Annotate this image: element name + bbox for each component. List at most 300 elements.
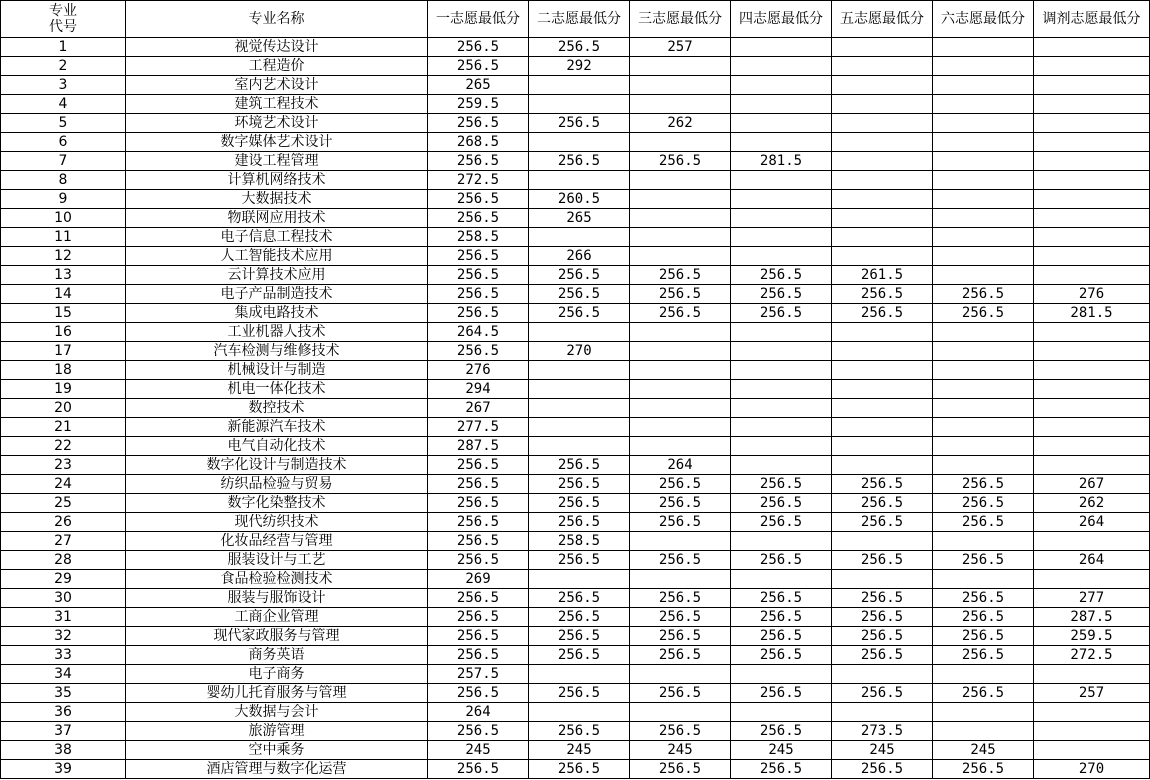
cell-choice-5 (832, 437, 933, 456)
cell-name: 计算机网络技术 (126, 171, 428, 190)
cell-code: 31 (1, 608, 126, 627)
cell-name: 空中乘务 (126, 741, 428, 760)
cell-name: 服装设计与工艺 (126, 551, 428, 570)
cell-choice-2 (529, 95, 630, 114)
cell-adjust (1034, 665, 1150, 684)
cell-choice-3 (630, 361, 731, 380)
table-row (1, 399, 1150, 418)
cell-choice-3: 256.5 (630, 646, 731, 665)
cell-code: 34 (1, 665, 126, 684)
cell-choice-1: 256.5 (428, 760, 529, 779)
cell-adjust (1034, 152, 1150, 171)
cell-choice-4 (731, 570, 832, 589)
header-choice-4: 四志愿最低分 (731, 1, 832, 38)
cell-adjust (1034, 456, 1150, 475)
cell-choice-1: 256.5 (428, 646, 529, 665)
cell-choice-6: 245 (933, 741, 1034, 760)
table-row (1, 152, 1150, 171)
cell-choice-2: 256.5 (529, 285, 630, 304)
cell-choice-6 (933, 665, 1034, 684)
cell-choice-5 (832, 570, 933, 589)
cell-name: 纺织品检验与贸易 (126, 475, 428, 494)
cell-name: 数字化设计与制造技术 (126, 456, 428, 475)
cell-choice-3 (630, 437, 731, 456)
cell-code: 25 (1, 494, 126, 513)
cell-name: 云计算技术应用 (126, 266, 428, 285)
table-row (1, 570, 1150, 589)
cell-adjust: 281.5 (1034, 304, 1150, 323)
cell-choice-5 (832, 190, 933, 209)
table-row (1, 456, 1150, 475)
cell-choice-4: 256.5 (731, 608, 832, 627)
cell-adjust: 276 (1034, 285, 1150, 304)
cell-code: 18 (1, 361, 126, 380)
cell-name: 婴幼儿托育服务与管理 (126, 684, 428, 703)
cell-adjust: 277 (1034, 589, 1150, 608)
cell-choice-6 (933, 133, 1034, 152)
cell-choice-2 (529, 570, 630, 589)
cell-choice-5: 256.5 (832, 646, 933, 665)
cell-choice-1: 256.5 (428, 190, 529, 209)
cell-choice-1: 256.5 (428, 513, 529, 532)
cell-choice-2 (529, 418, 630, 437)
table-row (1, 418, 1150, 437)
cell-adjust: 272.5 (1034, 646, 1150, 665)
cell-code: 14 (1, 285, 126, 304)
cell-choice-1: 268.5 (428, 133, 529, 152)
table-row (1, 532, 1150, 551)
cell-choice-3 (630, 342, 731, 361)
cell-adjust: 267 (1034, 475, 1150, 494)
cell-choice-6: 256.5 (933, 513, 1034, 532)
cell-name: 工业机器人技术 (126, 323, 428, 342)
cell-choice-5: 273.5 (832, 722, 933, 741)
cell-choice-4 (731, 437, 832, 456)
cell-name: 旅游管理 (126, 722, 428, 741)
cell-choice-6 (933, 342, 1034, 361)
cell-adjust: 259.5 (1034, 627, 1150, 646)
cell-choice-2 (529, 228, 630, 247)
cell-choice-6 (933, 247, 1034, 266)
header-choice-2: 二志愿最低分 (529, 1, 630, 38)
cell-choice-1: 287.5 (428, 437, 529, 456)
cell-code: 36 (1, 703, 126, 722)
cell-choice-2: 266 (529, 247, 630, 266)
table-row (1, 703, 1150, 722)
cell-choice-4 (731, 532, 832, 551)
cell-choice-1: 269 (428, 570, 529, 589)
header-adjust: 调剂志愿最低分 (1034, 1, 1150, 38)
cell-choice-5: 256.5 (832, 513, 933, 532)
cell-choice-6 (933, 76, 1034, 95)
cell-code: 12 (1, 247, 126, 266)
cell-choice-3 (630, 171, 731, 190)
cell-choice-2: 256.5 (529, 266, 630, 285)
cell-choice-3: 256.5 (630, 684, 731, 703)
cell-choice-1: 256.5 (428, 532, 529, 551)
cell-choice-4 (731, 418, 832, 437)
cell-adjust: 262 (1034, 494, 1150, 513)
cell-choice-5: 256.5 (832, 475, 933, 494)
cell-choice-2 (529, 361, 630, 380)
cell-code: 4 (1, 95, 126, 114)
table-body (1, 38, 1150, 779)
table-row (1, 437, 1150, 456)
cell-adjust (1034, 266, 1150, 285)
table-row (1, 57, 1150, 76)
cell-choice-4: 256.5 (731, 760, 832, 779)
cell-name: 电子商务 (126, 665, 428, 684)
table-row (1, 361, 1150, 380)
cell-name: 商务英语 (126, 646, 428, 665)
cell-code: 33 (1, 646, 126, 665)
cell-choice-1: 257.5 (428, 665, 529, 684)
cell-choice-3: 256.5 (630, 627, 731, 646)
cell-adjust (1034, 703, 1150, 722)
cell-adjust (1034, 114, 1150, 133)
cell-name: 大数据技术 (126, 190, 428, 209)
cell-choice-2: 258.5 (529, 532, 630, 551)
cell-choice-6: 256.5 (933, 627, 1034, 646)
cell-choice-4 (731, 190, 832, 209)
cell-choice-5: 256.5 (832, 760, 933, 779)
cell-choice-3 (630, 399, 731, 418)
cell-choice-5 (832, 171, 933, 190)
cell-name: 工程造价 (126, 57, 428, 76)
cell-code: 13 (1, 266, 126, 285)
cell-choice-1: 276 (428, 361, 529, 380)
table-row (1, 38, 1150, 57)
cell-choice-6 (933, 437, 1034, 456)
cell-choice-5 (832, 532, 933, 551)
header-choice-6: 六志愿最低分 (933, 1, 1034, 38)
table-header (1, 1, 1150, 38)
header-choice-1: 一志愿最低分 (428, 1, 529, 38)
cell-choice-2: 265 (529, 209, 630, 228)
cell-choice-3: 257 (630, 38, 731, 57)
cell-code: 7 (1, 152, 126, 171)
cell-choice-2: 256.5 (529, 551, 630, 570)
cell-choice-3 (630, 228, 731, 247)
cell-adjust: 270 (1034, 760, 1150, 779)
cell-name: 集成电路技术 (126, 304, 428, 323)
cell-choice-4 (731, 209, 832, 228)
cell-code: 28 (1, 551, 126, 570)
cell-choice-4 (731, 95, 832, 114)
cell-choice-3 (630, 133, 731, 152)
cell-code: 38 (1, 741, 126, 760)
cell-choice-6 (933, 57, 1034, 76)
cell-choice-1: 256.5 (428, 38, 529, 57)
cell-choice-4: 256.5 (731, 722, 832, 741)
cell-choice-4: 256.5 (731, 646, 832, 665)
cell-name: 数字媒体艺术设计 (126, 133, 428, 152)
cell-name: 视觉传达设计 (126, 38, 428, 57)
table-row (1, 171, 1150, 190)
table-row (1, 285, 1150, 304)
cell-code: 21 (1, 418, 126, 437)
cell-adjust (1034, 323, 1150, 342)
table-row (1, 684, 1150, 703)
cell-choice-2 (529, 437, 630, 456)
cell-choice-2 (529, 133, 630, 152)
cell-code: 16 (1, 323, 126, 342)
cell-choice-4 (731, 361, 832, 380)
cell-choice-6 (933, 228, 1034, 247)
table-row (1, 323, 1150, 342)
cell-choice-4 (731, 228, 832, 247)
cell-choice-6: 256.5 (933, 608, 1034, 627)
cell-choice-1: 272.5 (428, 171, 529, 190)
cell-adjust (1034, 722, 1150, 741)
table-row (1, 760, 1150, 779)
cell-choice-1: 256.5 (428, 57, 529, 76)
cell-choice-2: 260.5 (529, 190, 630, 209)
table-row (1, 646, 1150, 665)
cell-code: 9 (1, 190, 126, 209)
cell-choice-4 (731, 57, 832, 76)
cell-name: 食品检验检测技术 (126, 570, 428, 589)
cell-code: 11 (1, 228, 126, 247)
cell-choice-5 (832, 703, 933, 722)
cell-choice-5: 256.5 (832, 551, 933, 570)
table-row (1, 513, 1150, 532)
cell-choice-4: 256.5 (731, 285, 832, 304)
cell-choice-1: 294 (428, 380, 529, 399)
table-row (1, 228, 1150, 247)
cell-adjust (1034, 399, 1150, 418)
table-row (1, 76, 1150, 95)
cell-choice-5: 256.5 (832, 608, 933, 627)
header-choice-3: 三志愿最低分 (630, 1, 731, 38)
cell-choice-6 (933, 95, 1034, 114)
table-row (1, 95, 1150, 114)
cell-choice-6 (933, 380, 1034, 399)
cell-choice-5 (832, 133, 933, 152)
table-row (1, 475, 1150, 494)
cell-choice-1: 256.5 (428, 589, 529, 608)
cell-choice-6 (933, 190, 1034, 209)
cell-code: 29 (1, 570, 126, 589)
table-row (1, 380, 1150, 399)
cell-choice-2 (529, 171, 630, 190)
cell-choice-1: 259.5 (428, 95, 529, 114)
cell-name: 数控技术 (126, 399, 428, 418)
cell-choice-4 (731, 665, 832, 684)
cell-choice-2 (529, 380, 630, 399)
cell-choice-4 (731, 76, 832, 95)
cell-choice-1: 256.5 (428, 684, 529, 703)
cell-choice-2 (529, 399, 630, 418)
cell-choice-6 (933, 209, 1034, 228)
cell-choice-3 (630, 247, 731, 266)
cell-choice-3: 256.5 (630, 494, 731, 513)
cell-choice-2: 256.5 (529, 646, 630, 665)
cell-choice-2: 256.5 (529, 608, 630, 627)
cell-name: 人工智能技术应用 (126, 247, 428, 266)
cell-choice-5 (832, 456, 933, 475)
cell-choice-6: 256.5 (933, 304, 1034, 323)
cell-choice-4: 256.5 (731, 304, 832, 323)
cell-choice-2: 256.5 (529, 684, 630, 703)
cell-choice-3 (630, 570, 731, 589)
cell-choice-4: 281.5 (731, 152, 832, 171)
table-row (1, 209, 1150, 228)
cell-name: 化妆品经营与管理 (126, 532, 428, 551)
cell-choice-6 (933, 570, 1034, 589)
cell-choice-3: 264 (630, 456, 731, 475)
cell-name: 物联网应用技术 (126, 209, 428, 228)
cell-choice-5 (832, 399, 933, 418)
cell-code: 17 (1, 342, 126, 361)
cell-adjust (1034, 76, 1150, 95)
cell-adjust (1034, 57, 1150, 76)
cell-choice-4 (731, 171, 832, 190)
cell-code: 3 (1, 76, 126, 95)
cell-choice-3 (630, 323, 731, 342)
cell-choice-4: 256.5 (731, 551, 832, 570)
cell-adjust: 264 (1034, 551, 1150, 570)
cell-choice-2 (529, 76, 630, 95)
cell-code: 39 (1, 760, 126, 779)
cell-choice-4 (731, 380, 832, 399)
cell-choice-1: 258.5 (428, 228, 529, 247)
cell-choice-3: 256.5 (630, 513, 731, 532)
cell-choice-3 (630, 190, 731, 209)
cell-name: 电气自动化技术 (126, 437, 428, 456)
cell-choice-6 (933, 722, 1034, 741)
cell-choice-5 (832, 76, 933, 95)
cell-choice-3 (630, 209, 731, 228)
cell-code: 20 (1, 399, 126, 418)
cell-choice-5: 256.5 (832, 684, 933, 703)
cell-adjust (1034, 228, 1150, 247)
cell-code: 27 (1, 532, 126, 551)
cell-choice-1: 256.5 (428, 209, 529, 228)
cell-code: 32 (1, 627, 126, 646)
cell-choice-5 (832, 114, 933, 133)
cell-choice-5 (832, 95, 933, 114)
cell-code: 26 (1, 513, 126, 532)
cell-choice-2: 256.5 (529, 304, 630, 323)
cell-choice-5 (832, 323, 933, 342)
cell-choice-2: 256.5 (529, 38, 630, 57)
cell-choice-4 (731, 114, 832, 133)
cell-adjust: 264 (1034, 513, 1150, 532)
cell-code: 35 (1, 684, 126, 703)
cell-name: 环境艺术设计 (126, 114, 428, 133)
cell-choice-5 (832, 57, 933, 76)
cell-choice-3: 245 (630, 741, 731, 760)
cell-choice-4: 245 (731, 741, 832, 760)
table-row (1, 114, 1150, 133)
cell-adjust (1034, 361, 1150, 380)
cell-choice-3 (630, 76, 731, 95)
cell-choice-4: 256.5 (731, 513, 832, 532)
cell-choice-6: 256.5 (933, 494, 1034, 513)
table-row (1, 627, 1150, 646)
cell-adjust (1034, 190, 1150, 209)
table-row (1, 247, 1150, 266)
cell-choice-2: 256.5 (529, 760, 630, 779)
cell-code: 30 (1, 589, 126, 608)
cell-choice-5: 256.5 (832, 589, 933, 608)
cell-adjust (1034, 171, 1150, 190)
cell-choice-2: 256.5 (529, 513, 630, 532)
cell-code: 37 (1, 722, 126, 741)
cell-adjust (1034, 95, 1150, 114)
cell-choice-6: 256.5 (933, 551, 1034, 570)
cell-code: 2 (1, 57, 126, 76)
table-row (1, 741, 1150, 760)
cell-adjust (1034, 133, 1150, 152)
cell-choice-2: 292 (529, 57, 630, 76)
cell-choice-6 (933, 456, 1034, 475)
cell-code: 24 (1, 475, 126, 494)
cell-choice-1: 256.5 (428, 247, 529, 266)
cell-code: 22 (1, 437, 126, 456)
cell-choice-3 (630, 418, 731, 437)
table-row (1, 665, 1150, 684)
cell-adjust: 257 (1034, 684, 1150, 703)
cell-name: 建筑工程技术 (126, 95, 428, 114)
cell-choice-6: 256.5 (933, 285, 1034, 304)
table-row (1, 304, 1150, 323)
cell-choice-3 (630, 532, 731, 551)
cell-choice-1: 256.5 (428, 285, 529, 304)
cell-choice-5: 261.5 (832, 266, 933, 285)
cell-choice-6 (933, 399, 1034, 418)
cell-choice-5: 256.5 (832, 304, 933, 323)
table-row (1, 589, 1150, 608)
cell-choice-2: 245 (529, 741, 630, 760)
cell-choice-5: 256.5 (832, 285, 933, 304)
cell-name: 室内艺术设计 (126, 76, 428, 95)
cell-adjust (1034, 209, 1150, 228)
cell-choice-4: 256.5 (731, 684, 832, 703)
cell-choice-5 (832, 152, 933, 171)
cell-choice-5 (832, 228, 933, 247)
cell-choice-6 (933, 152, 1034, 171)
cell-code: 15 (1, 304, 126, 323)
cell-adjust (1034, 38, 1150, 57)
table-row (1, 722, 1150, 741)
cell-choice-2 (529, 665, 630, 684)
table-row (1, 342, 1150, 361)
cell-choice-6 (933, 266, 1034, 285)
table-row (1, 266, 1150, 285)
cell-name: 工商企业管理 (126, 608, 428, 627)
cell-choice-1: 264.5 (428, 323, 529, 342)
cell-choice-1: 267 (428, 399, 529, 418)
cell-choice-3: 256.5 (630, 152, 731, 171)
cell-choice-4 (731, 342, 832, 361)
cell-choice-6 (933, 114, 1034, 133)
cell-choice-2: 256.5 (529, 456, 630, 475)
cell-choice-5 (832, 380, 933, 399)
cell-name: 现代家政服务与管理 (126, 627, 428, 646)
cell-choice-3: 256.5 (630, 608, 731, 627)
cell-name: 现代纺织技术 (126, 513, 428, 532)
cell-choice-2: 256.5 (529, 589, 630, 608)
cell-name: 电子信息工程技术 (126, 228, 428, 247)
cell-choice-4 (731, 247, 832, 266)
cell-choice-3 (630, 57, 731, 76)
cell-name: 电子产品制造技术 (126, 285, 428, 304)
cell-code: 10 (1, 209, 126, 228)
cell-choice-6: 256.5 (933, 475, 1034, 494)
cell-choice-4 (731, 399, 832, 418)
